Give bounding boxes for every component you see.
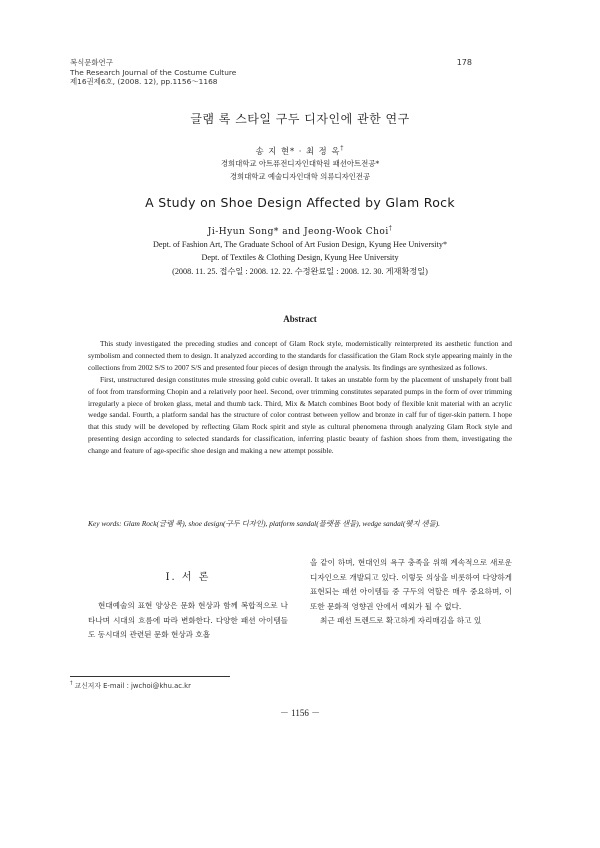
submission-dates: (2008. 11. 25. 접수일 : 2008. 12. 22. 수정완료일 : 2008. 12. 30. 게재확정일): [172, 267, 428, 276]
section-title: Ⅰ. 서 론: [165, 572, 211, 583]
abstract-heading: Abstract: [283, 314, 317, 324]
footnote: [70, 680, 191, 690]
corresponding-author-mark: †: [340, 145, 345, 153]
body-paragraph-continued: 을 같이 하며, 현대인의 욕구 충족을 위해 계속적으로 새로운 디자인으로 개발되고 있다. 이렇듯 의상을 비롯하여 다양하게 표현되는 패션 아이템들 중 구두의 역할은 매우 중요하며, 이 또한 문화적 영향권 안에서 예외가 될 수 없다.: [310, 558, 512, 611]
affiliation-korean-2: 경희대학교 예술디자인대학 의류디자인전공: [229, 172, 371, 181]
footnote-mark: †: [70, 680, 73, 687]
corresponding-author-mark-en: †: [388, 225, 393, 232]
top-page-number: 178: [456, 58, 472, 67]
abstract-body: [88, 338, 512, 457]
authors-korean-names: 송 지 현* · 최 정 옥: [255, 146, 341, 156]
footnote-divider: [70, 676, 230, 677]
body-column-left: [88, 556, 288, 643]
title-korean: 글램 록 스타일 구두 디자인에 관한 연구: [190, 112, 410, 126]
volume-info: 제16권제6호, (2008. 12), pp.1156～1168: [70, 77, 218, 87]
footnote-text: 교신저자 E-mail : jwchoi@khu.ac.kr: [74, 682, 191, 690]
keywords: Key words: Glam Rock(글램 록), shoe design(구두 디자인), platform sandal(플랫폼 샌들), wedge sandal(웻지 샌들).: [88, 519, 441, 528]
body-paragraph-2: 최근 패션 트렌드로 확고하게 자리매김을 하고 있: [320, 616, 482, 625]
affiliation-english-2: Dept. of Textiles & Clothing Design, Kyung Hee University: [201, 253, 399, 262]
bottom-page-number: － 1156 －: [279, 708, 321, 718]
authors-english: [0, 225, 600, 237]
journal-name-ko: 복식문화연구: [70, 58, 113, 67]
journal-header: [70, 58, 236, 87]
journal-name-en: The Research Journal of the Costume Culture: [70, 67, 237, 77]
body-paragraph: 현대예술의 표현 양상은 문화 현상과 함께 복합적으로 나타나며 시대의 흐름에 따라 변화한다. 다양한 패션 아이템들도 동시대의 관련된 문화 현상과 호흡: [88, 601, 288, 639]
authors-english-names: Ji-Hyun Song* and Jeong-Wook Choi: [207, 227, 389, 237]
affiliation-korean-1: 경희대학교 아트퓨전디자인대학원 패션아트전공*: [220, 159, 380, 168]
authors-korean: [0, 145, 600, 157]
title-english: A Study on Shoe Design Affected by Glam Rock: [145, 195, 455, 210]
affiliation-english-1: Dept. of Fashion Art, The Graduate School of Art Fusion Design, Kyung Hee University*: [152, 240, 448, 249]
body-column-right: [310, 556, 512, 629]
abstract-paragraph-1: This study investigated the preceding studies and concept of Glam Rock style, modernistically reinterpreted its aesthetic function and symbolism and connected them to design. It analyzed according to the standards for classification the Glam Rock style appearing mainly in the collections from 2002 S/S to 2007 S/S and presented four pieces of design through the analysis. Its findings are synthesized as follows.: [88, 339, 512, 372]
abstract-paragraph-2: First, unstructured design constitutes mule stressing gold cubic overall. It takes an unstable form by the placement of unshapely front ball of foot from transforming Chopin and a relatively poor heel. Second, over trimming constitutes separated pumps in the form of over trimming irregularly a piece of broken glass, metal and thumb tack. Third, Mix & Match combines Boot body of flexible knit material with an acrylic wedge sandal. Fourth, a platform sandal has the structure of color contrast between yellow and bronze in calf fur of tiger-skin pattern. I hope that this study will be developed by reflecting Glam Rock spirit and style as cultural phenomena through analyzing Glam Rock style and presenting design according to selected standards for classification, inferring plastic beauty of fashion shoes from them, investigating the change and feature of age-specific shoe design and making a new attempt possible.: [88, 374, 512, 456]
